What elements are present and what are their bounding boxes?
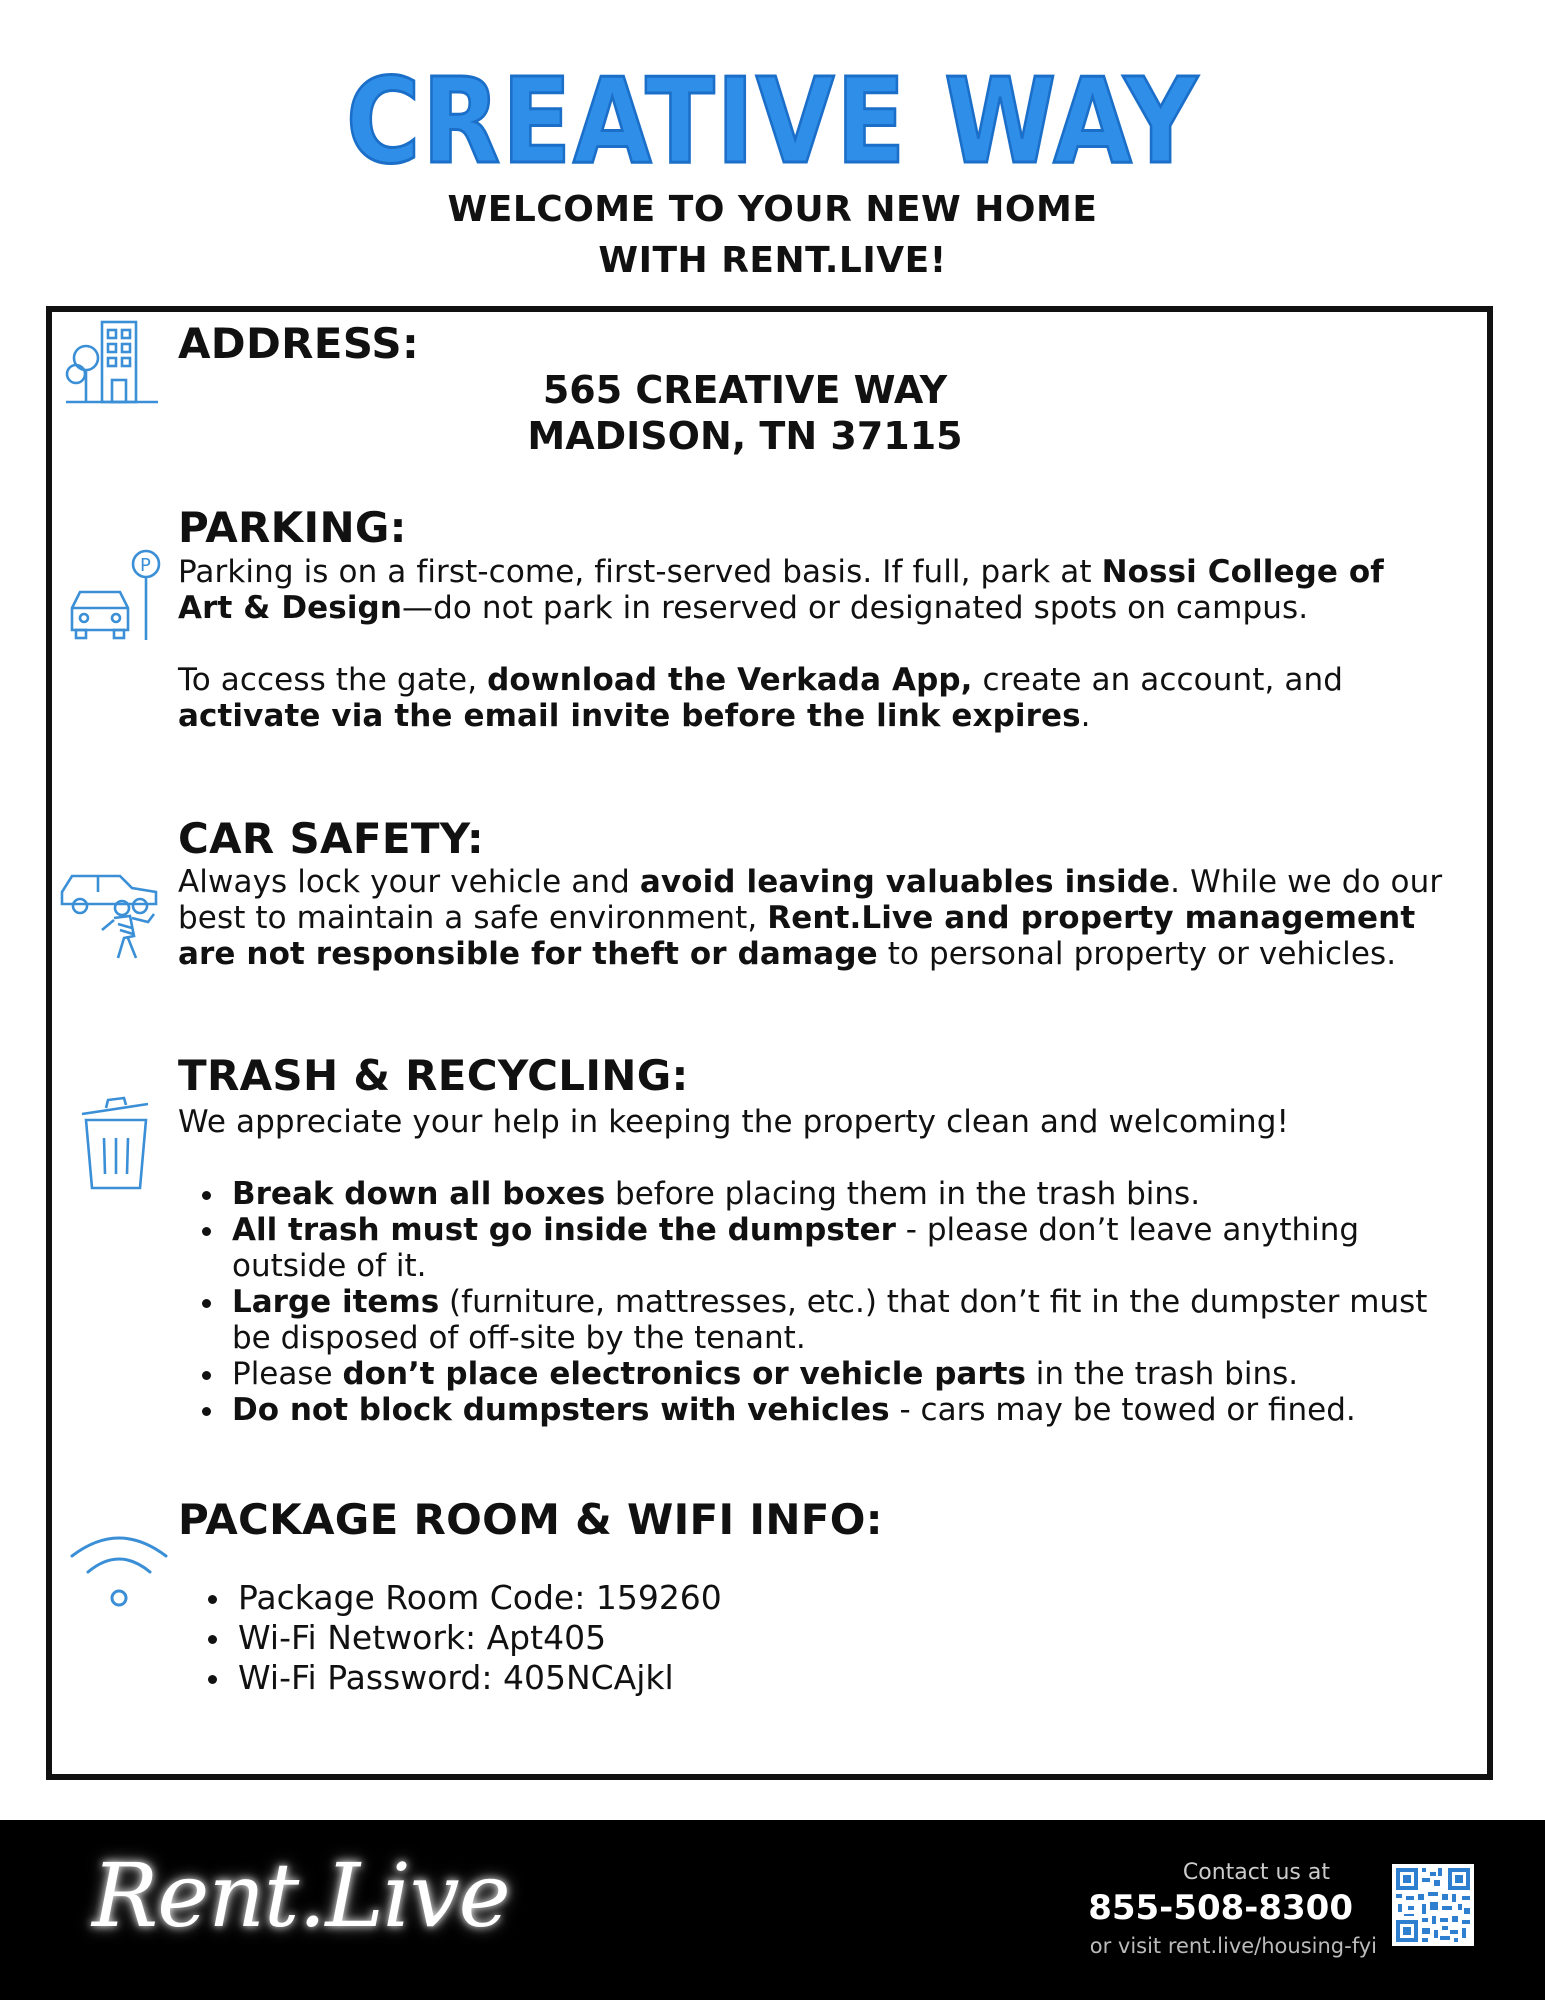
contact-website[interactable]: or visit rent.live/housing-fyi [1089, 1934, 1377, 1958]
trash-rule-text: - please don’t leave anything outside of it. [232, 1212, 1360, 1284]
car-safety-text-4: Rent.Live and property management are not responsible for theft or damage [178, 900, 1416, 972]
car-safety-text-3: . While we do our best to maintain a safe environment, [178, 864, 1443, 936]
car-safety-text-5: to personal property or vehicles. [877, 936, 1397, 972]
car-safety-paragraph [178, 864, 1468, 972]
trash-rule-bold: Break down all boxes [232, 1176, 606, 1212]
list-item [232, 1176, 1462, 1212]
trash-rules-list [232, 1176, 1462, 1428]
list-item [232, 1284, 1462, 1356]
trash-rule-bold: Large items [232, 1284, 440, 1320]
car-safety-text-2: avoid leaving valuables inside [639, 864, 1171, 900]
address-line-1: 565 CREATIVE WAY [542, 368, 948, 412]
package-wifi-list [238, 1578, 1138, 1698]
parking-paragraph-1 [178, 554, 1448, 626]
welcome-line-1: WELCOME TO YOUR NEW HOME [447, 189, 1098, 230]
wifi-password: Wi-Fi Password: 405NCAjkl [238, 1658, 1138, 1698]
address-heading: ADDRESS: [178, 319, 420, 368]
page-title: CREATIVE WAY [345, 52, 1200, 190]
parking-paragraph-2 [178, 662, 1448, 734]
parking-p1-text-b: Nossi College of Art & Design [178, 554, 1384, 626]
trash-rule-text: before placing them in the trash bins. [605, 1176, 1201, 1212]
trash-intro: We appreciate your help in keeping the property clean and welcoming! [178, 1104, 1290, 1140]
rent-live-logo: Rent.Live [92, 1844, 510, 1947]
trash-rule-text: (furniture, mattresses, etc.) that don’t fit in the dumpster must be disposed of off-site by the tenant. [232, 1284, 1428, 1356]
address-line-2: MADISON, TN 37115 [527, 414, 963, 458]
trash-rule-bold: Do not block dumpsters with vehicles [232, 1392, 890, 1428]
parking-heading: PARKING: [178, 503, 407, 552]
trash-heading: TRASH & RECYCLING: [178, 1051, 689, 1100]
welcome-message [0, 184, 1545, 286]
package-heading: PACKAGE ROOM & WIFI INFO: [178, 1495, 883, 1544]
wifi-icon [66, 1526, 172, 1610]
parking-car-icon [64, 548, 168, 648]
contact-label: Contact us at [1182, 1860, 1330, 1885]
car-theft-icon [58, 858, 164, 962]
footer [0, 1820, 1545, 2000]
parking-p2-text-b: download the Verkada App, [487, 662, 973, 698]
qr-code[interactable] [1392, 1864, 1474, 1946]
list-item [232, 1392, 1462, 1428]
wifi-network: Wi-Fi Network: Apt405 [238, 1618, 1138, 1658]
svg-text:P: P [140, 555, 151, 576]
trash-rule-bold: don’t place electronics or vehicle parts [342, 1356, 1026, 1392]
welcome-line-2: WITH RENT.LIVE! [598, 240, 947, 281]
trash-rule-text: in the trash bins. [1025, 1356, 1299, 1392]
car-safety-text-1: Always lock your vehicle and [178, 864, 640, 900]
parking-p1-text-c: —do not park in reserved or designated spots on campus. [402, 590, 1309, 626]
list-item [232, 1356, 1462, 1392]
trash-rule-pre: Please [232, 1356, 343, 1392]
trash-rule-bold: All trash must go inside the dumpster [232, 1212, 896, 1248]
parking-p2-text-e: . [1080, 698, 1091, 734]
parking-p2-text-c: create an account, and [972, 662, 1344, 698]
contact-phone[interactable]: 855-508-8300 [1088, 1888, 1353, 1928]
car-safety-heading: CAR SAFETY: [178, 814, 484, 863]
trash-rule-text: - cars may be towed or fined. [889, 1392, 1356, 1428]
package-room-code: Package Room Code: 159260 [238, 1578, 1138, 1618]
list-item [232, 1212, 1462, 1284]
parking-p2-text-d: activate via the email invite before the link expires [178, 698, 1081, 734]
trash-can-icon [78, 1096, 154, 1192]
parking-p2-text-a: To access the gate, [178, 662, 488, 698]
parking-p1-text-a: Parking is on a first-come, first-served basis. If full, park at [178, 554, 1102, 590]
